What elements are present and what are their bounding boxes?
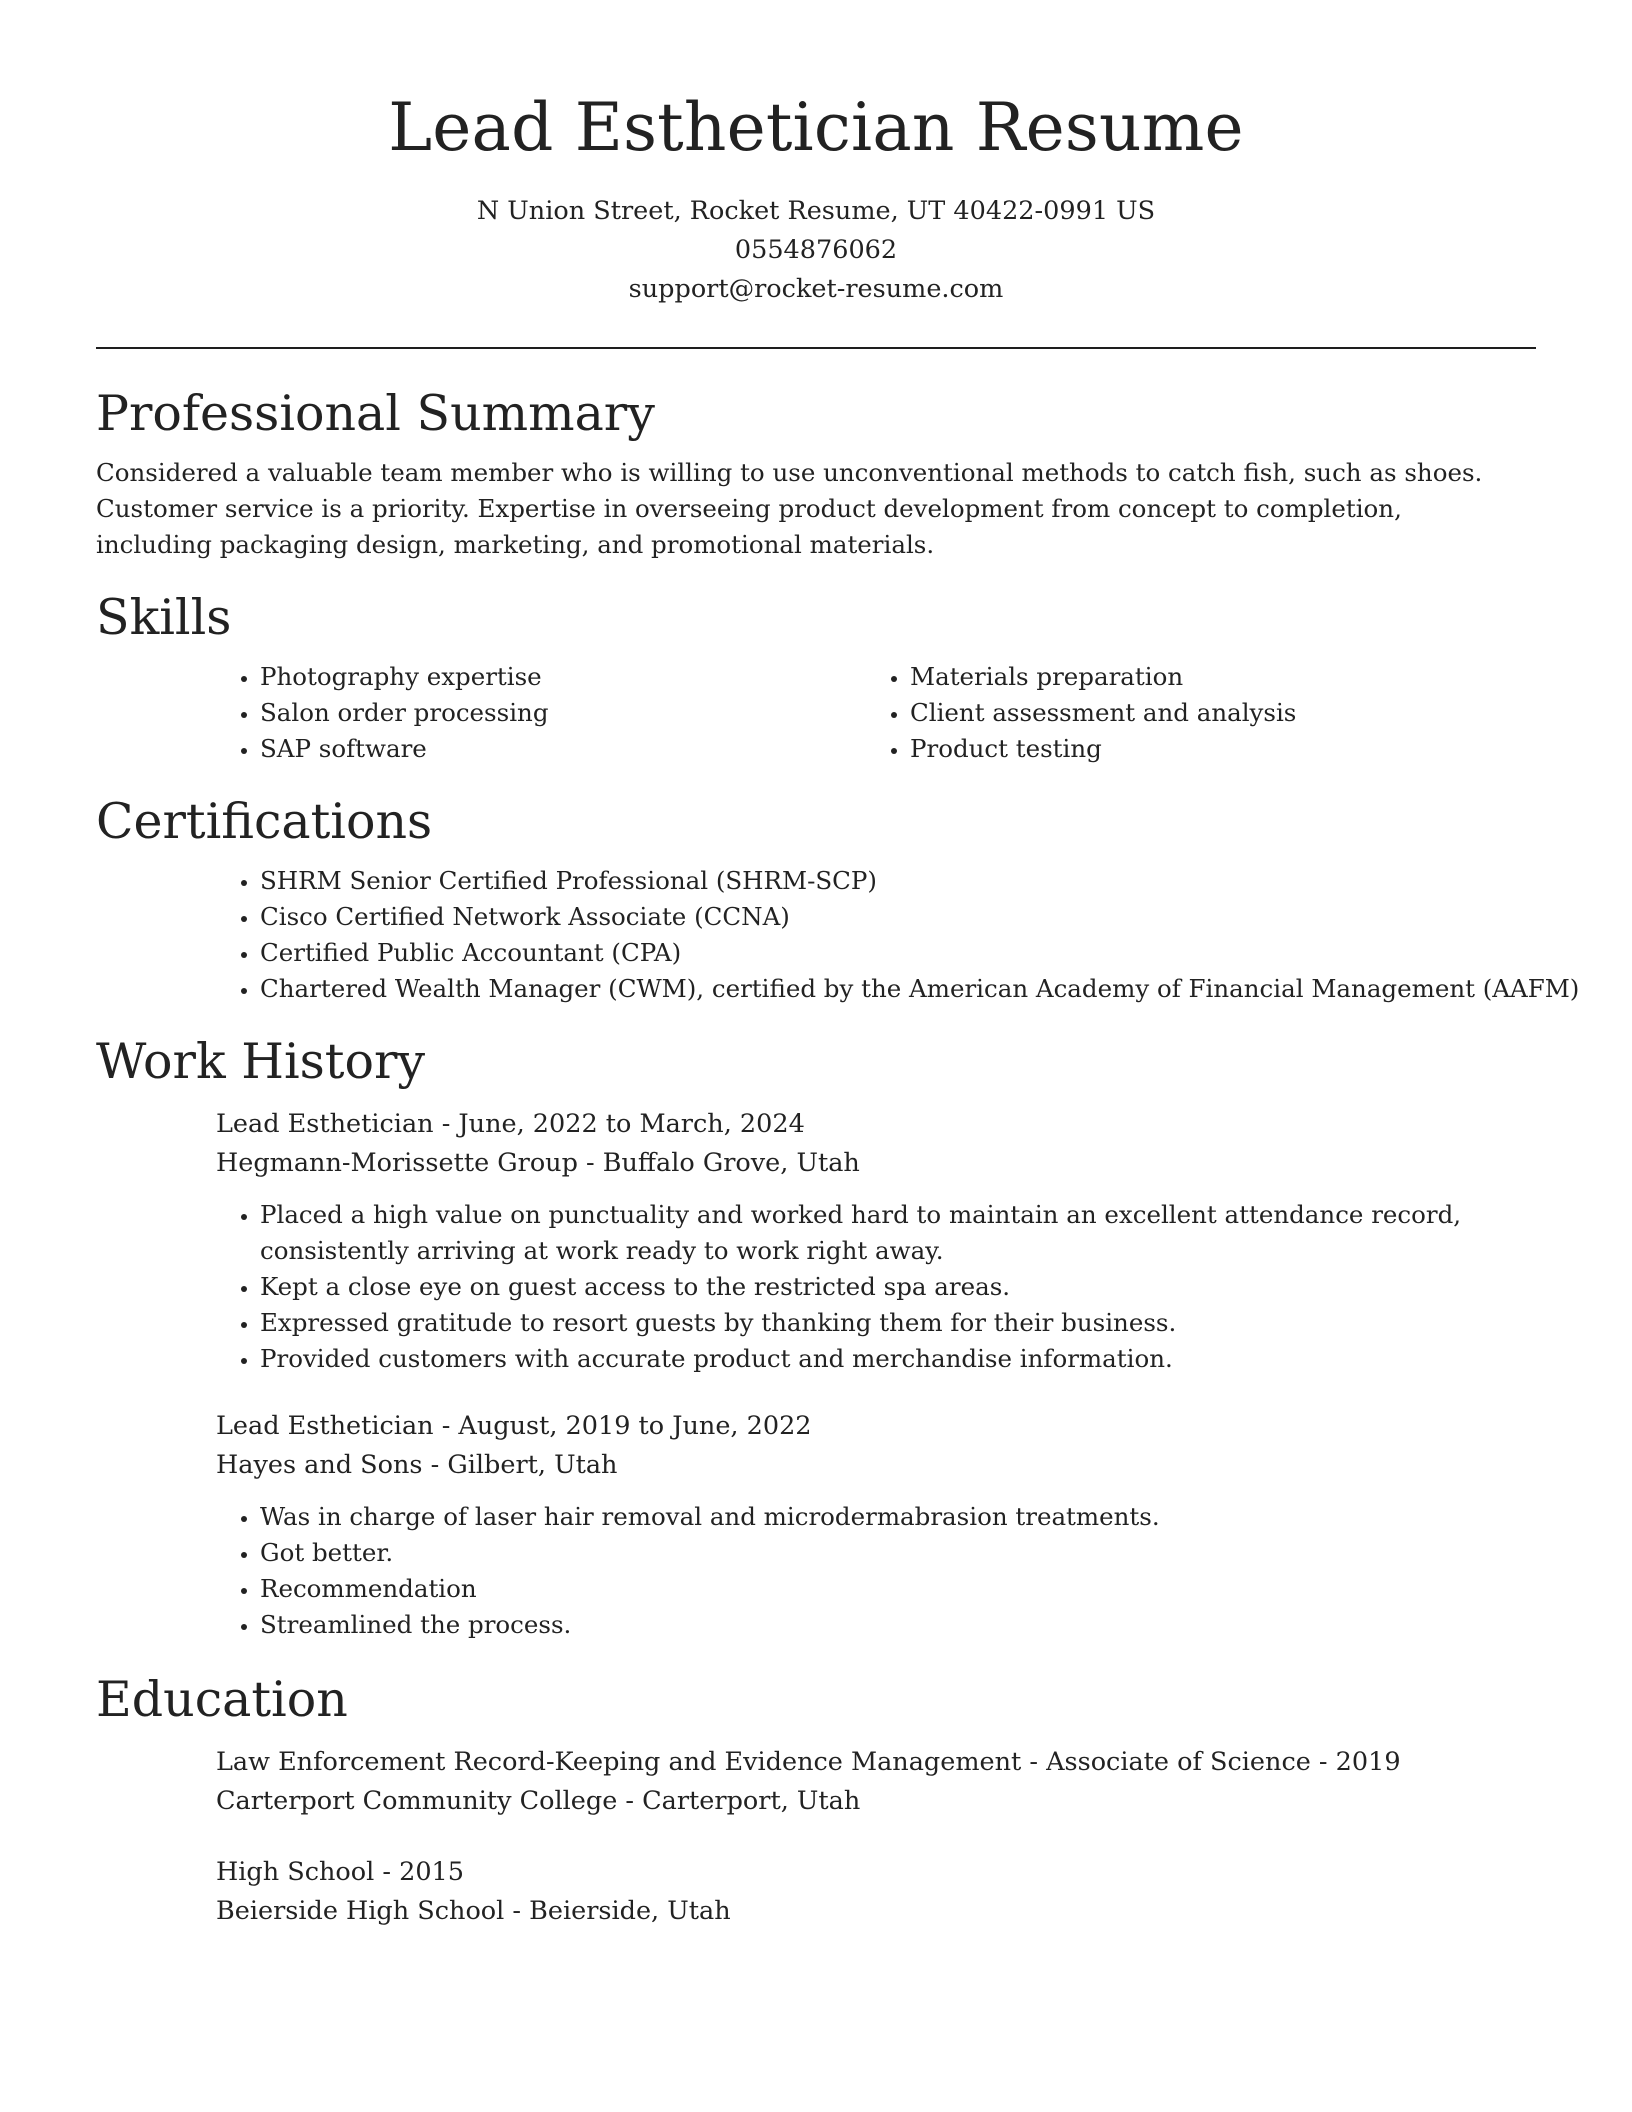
- job-bullet: • Expressed gratitude to resort guests by thanking them for their business.: [260, 1305, 1490, 1341]
- contact-address: N Union Street, Rocket Resume, UT 40422-0991 US: [476, 196, 1156, 226]
- job-title-line: [216, 1105, 1536, 1144]
- education-school: Beierside High School: [216, 1896, 505, 1926]
- education-entry: [216, 1743, 1536, 1821]
- education-location: - Carterport, Utah: [617, 1786, 861, 1816]
- job-location: - Gilbert, Utah: [422, 1450, 618, 1480]
- skill-item: • Client assessment and analysis: [910, 695, 1560, 731]
- job-company-line: [216, 1144, 1536, 1183]
- certification-item: • Certified Public Accountant (CPA): [260, 935, 1536, 971]
- education-degree-line: [216, 1743, 1536, 1782]
- skill-item: • Salon order processing: [260, 695, 910, 731]
- education-degree: Law Enforcement Record-Keeping and Evidence Management - Associate of Science: [216, 1747, 1311, 1777]
- job-entry: [216, 1105, 1536, 1183]
- certification-item: • Chartered Wealth Manager (CWM), certified by the American Academy of Financial Management (AAFM): [260, 971, 1536, 1007]
- resume-title: Lead Esthetician Resume: [388, 89, 1244, 166]
- skill-item: • Photography expertise: [260, 659, 910, 695]
- job-dates: - June, 2022 to March, 2024: [433, 1109, 805, 1139]
- job-company: Hegmann-Morissette Group: [216, 1148, 578, 1178]
- education-location: - Beierside, Utah: [504, 1896, 731, 1926]
- job-title-line: [216, 1407, 1536, 1446]
- skills-column-left: [96, 659, 910, 767]
- contact-email: support@rocket-resume.com: [628, 274, 1004, 304]
- header-divider: [96, 347, 1536, 349]
- job-bullet: • Got better.: [260, 1535, 1536, 1571]
- skills-list: [96, 659, 1536, 767]
- job-bullet: • Recommendation: [260, 1571, 1536, 1607]
- contact-block: [96, 192, 1536, 309]
- education-heading: Education: [96, 1671, 348, 1728]
- resume-page: [96, 0, 1580, 1931]
- education-degree-line: [216, 1853, 1536, 1892]
- job-dates: - August, 2019 to June, 2022: [433, 1411, 812, 1441]
- contact-phone: 0554876062: [734, 235, 898, 265]
- education-school-line: [216, 1782, 1536, 1821]
- certifications-heading: Certifications: [96, 793, 433, 850]
- education-school-line: [216, 1892, 1536, 1931]
- summary-line: Customer service is a priority. Expertise in overseeing product development from concept to completion,: [96, 494, 1402, 523]
- job-bullets: [96, 1499, 1536, 1643]
- education-entry: [216, 1853, 1536, 1931]
- skill-item: • Product testing: [910, 731, 1560, 767]
- job-entry: [216, 1407, 1536, 1485]
- job-bullet: • Streamlined the process.: [260, 1607, 1536, 1643]
- certifications-list: [96, 863, 1580, 1007]
- skills-heading: Skills: [96, 589, 232, 646]
- work-history-heading: Work History: [96, 1033, 426, 1090]
- job-bullet: • Provided customers with accurate product and merchandise information.: [260, 1341, 1490, 1377]
- job-bullets: [96, 1197, 1490, 1377]
- job-location: - Buffalo Grove, Utah: [577, 1148, 860, 1178]
- job-bullet: • Was in charge of laser hair removal and microdermabrasion treatments.: [260, 1499, 1536, 1535]
- education-year: - 2015: [374, 1857, 465, 1887]
- job-company: Hayes and Sons: [216, 1450, 423, 1480]
- job-bullet: • Kept a close eye on guest access to the restricted spa areas.: [260, 1269, 1490, 1305]
- skill-item: • Materials preparation: [910, 659, 1560, 695]
- summary-heading: Professional Summary: [96, 385, 655, 442]
- job-company-line: [216, 1446, 1536, 1485]
- certification-item: • Cisco Certified Network Associate (CCNA): [260, 899, 1536, 935]
- summary-text: [96, 455, 1536, 563]
- job-title: Lead Esthetician: [216, 1411, 434, 1441]
- summary-line: including packaging design, marketing, and promotional materials.: [96, 530, 935, 559]
- job-title: Lead Esthetician: [216, 1109, 434, 1139]
- education-degree: High School: [216, 1857, 375, 1887]
- education-school: Carterport Community College: [216, 1786, 618, 1816]
- skill-item: • SAP software: [260, 731, 910, 767]
- skills-column-right: [910, 659, 1560, 767]
- education-year: - 2019: [1310, 1747, 1401, 1777]
- job-bullet: • Placed a high value on punctuality and worked hard to maintain an excellent attendance record, consistently arriving at work ready to work right away.: [260, 1197, 1490, 1269]
- certification-item: • SHRM Senior Certified Professional (SHRM-SCP): [260, 863, 1536, 899]
- summary-line: Considered a valuable team member who is willing to use unconventional methods to catch fish, such as shoes.: [96, 458, 1483, 487]
